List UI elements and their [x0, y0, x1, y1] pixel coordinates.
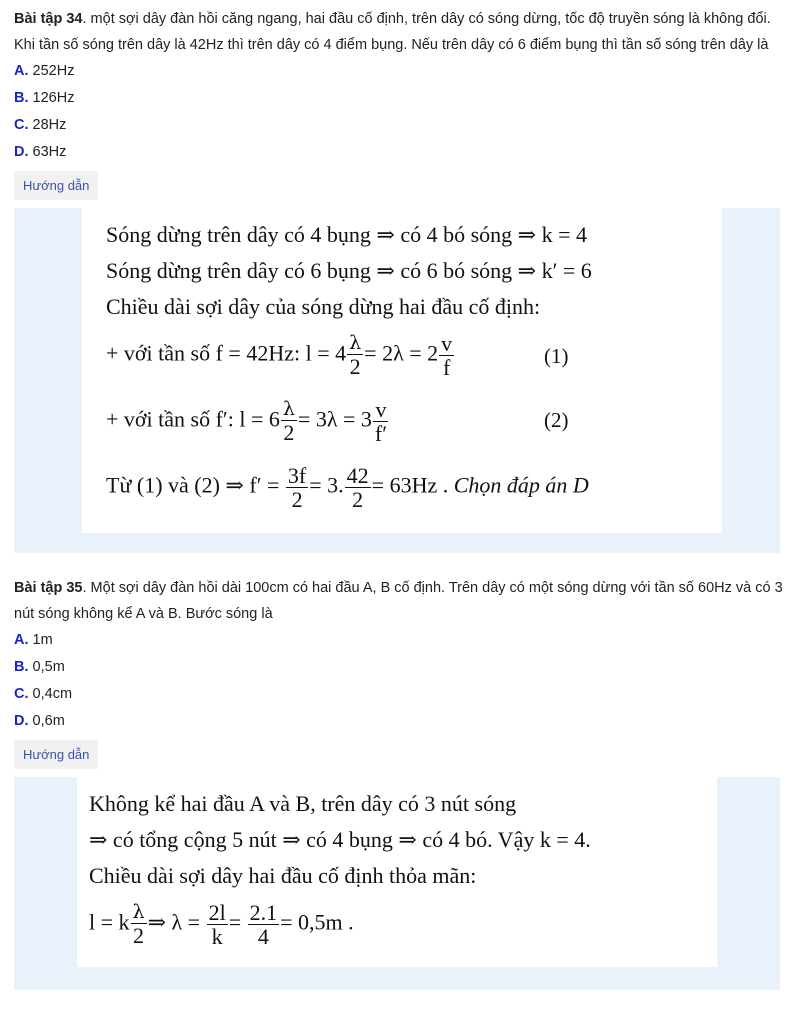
solution-line: Sóng dừng trên dây có 6 bụng ⇒ có 6 bó sóng ⇒ k′ = 6	[106, 258, 592, 283]
option-a[interactable]: A. 1m	[14, 632, 53, 648]
guide-button[interactable]: Hướng dẫn	[14, 740, 98, 769]
solution-panel	[14, 777, 780, 990]
fraction: $\frac{\lambda}{2}$	[282, 397, 295, 445]
solution-line: ⇒ có tổng cộng 5 nút ⇒ có 4 bụng ⇒ có 4 bó. Vậy k = 4.	[89, 827, 591, 852]
question-stem: . Một sợi dây đàn hồi dài 100cm có hai đầu A, B cố định. Trên dây có một sóng dừng với tần số 60Hz và có 3 nút sóng không kể A và B. Bước sóng là	[14, 580, 783, 622]
option-a[interactable]: A. 252Hz	[14, 63, 75, 79]
formula-line: + với tần số f = 42Hz: l = 4 $\frac{\lambda}{2}$ = 2λ = 2 $\frac{v}{f}$	[106, 331, 453, 381]
formula-line: + với tần số f′: l = 6 $\frac{\lambda}{2}$ = 3λ = 3 $\frac{v}{f'}$	[106, 397, 388, 447]
solution-image	[82, 208, 722, 533]
formula-line: l = k $\frac{\lambda}{2}$ ⇒ λ = $\frac{2l}{k}$ = $\frac{2.1}{4}$ = 0,5m .	[89, 900, 354, 950]
option-d[interactable]: D. 63Hz	[14, 144, 67, 160]
fraction: $\frac{\lambda}{2}$	[132, 900, 145, 948]
solution-panel	[14, 208, 780, 553]
fraction: $\frac{\lambda}{2}$	[349, 331, 362, 379]
equation-tag: (2)	[544, 408, 569, 432]
question-34	[0, 0, 800, 166]
fraction: $\frac{v}{f}$	[441, 331, 453, 381]
option-c[interactable]: C. 28Hz	[14, 117, 67, 133]
formula-line: Từ (1) và (2) ⇒ f′ = $\frac{3f}{2}$ = 3. $\frac{42}{2}$ = 63Hz . Chọn đáp án D	[106, 463, 589, 513]
fraction: $\frac{2l}{k}$	[208, 900, 226, 950]
solution-line: Chiều dài sợi dây của sóng dừng hai đầu cố định:	[106, 294, 541, 319]
option-b[interactable]: B. 126Hz	[14, 90, 75, 106]
question-title: Bài tập 35	[14, 580, 83, 596]
question-title: Bài tập 34	[14, 11, 83, 27]
fraction: $\frac{42}{2}$	[346, 463, 369, 513]
guide-button[interactable]: Hướng dẫn	[14, 171, 98, 200]
option-c[interactable]: C. 0,4cm	[14, 686, 73, 702]
solution-image	[77, 777, 717, 967]
solution-line: Sóng dừng trên dây có 4 bụng ⇒ có 4 bó sóng ⇒ k = 4	[106, 222, 587, 247]
fraction: $\frac{2.1}{4}$	[249, 900, 278, 950]
question-35	[0, 575, 800, 735]
solution-line: Chiều dài sợi dây hai đầu cố định thỏa mãn:	[89, 863, 477, 888]
option-d[interactable]: D. 0,6m	[14, 713, 65, 729]
question-stem: . một sợi dây đàn hồi căng ngang, hai đầu cố định, trên dây có sóng dừng, tốc độ truyền sóng là không đổi. Khi tần số sóng trên dây là 42Hz thì trên dây có 4 điểm bụng. Nếu trên dây có 6 điểm bụng thì tần số sóng trên dây là	[14, 11, 771, 53]
fraction: $\frac{3f}{2}$	[287, 463, 307, 513]
equation-tag: (1)	[544, 344, 569, 368]
solution-line: Không kể hai đầu A và B, trên dây có 3 nút sóng	[89, 791, 517, 816]
option-b[interactable]: B. 0,5m	[14, 659, 65, 675]
fraction: $\frac{v}{f'}$	[374, 397, 388, 447]
